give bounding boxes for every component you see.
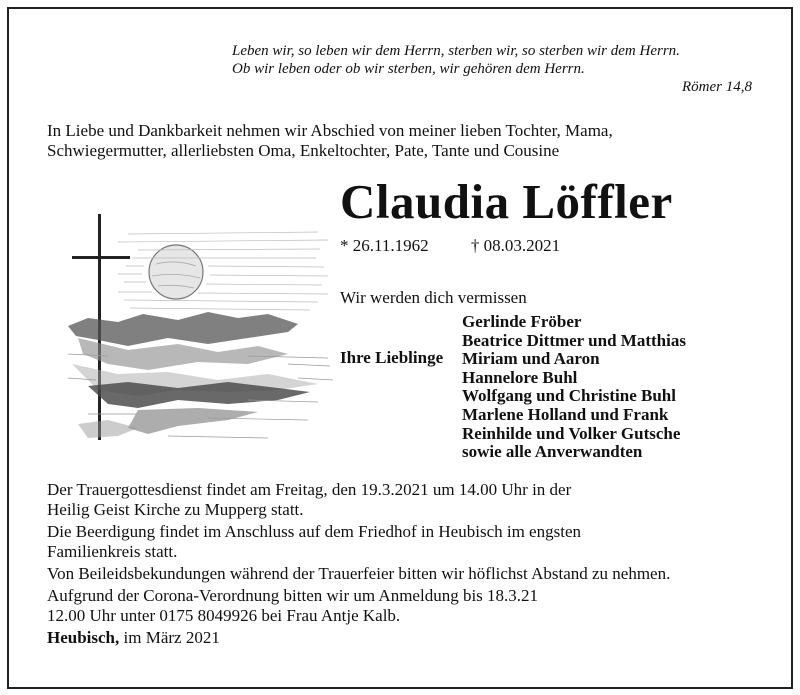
burial-info: [47, 522, 767, 562]
verse-reference: Römer 14,8: [682, 79, 752, 95]
burial-line-1: Die Beerdigung findet im Anschluss auf dem Friedhof in Heubisch im engsten: [47, 522, 581, 541]
mourner-item: Reinhilde und Volker Gutsche: [462, 423, 681, 443]
intro-line-2: Schwiegermutter, allerliebsten Oma, Enkeltochter, Pate, Tante und Cousine: [47, 141, 560, 160]
mourners-list: [462, 313, 686, 462]
service-line-1: Der Trauergottesdienst findet am Freitag, den 19.3.2021 um 14.00 Uhr in der: [47, 480, 572, 499]
corona-line-1: Aufgrund der Corona-Verordnung bitten wir um Anmeldung bis 18.3.21: [47, 586, 539, 605]
sun-icon: [149, 245, 203, 299]
deceased-name: Claudia Löffler: [340, 174, 673, 229]
miss-text: Wir werden dich vermissen: [340, 288, 527, 307]
verse-line-2: Ob wir leben oder ob wir sterben, wir gehören dem Herrn.: [232, 61, 585, 77]
mourner-item: Gerlinde Fröber: [462, 312, 582, 331]
mourner-item: Marlene Holland und Frank: [462, 404, 669, 424]
mourner-item: sowie alle Anverwandten: [462, 442, 643, 462]
verse-line-1: Leben wir, so leben wir dem Herrn, sterben wir, so sterben wir dem Herrn.: [232, 43, 680, 59]
cross-sunset-sketch: [48, 214, 340, 444]
bible-verse: [232, 42, 752, 96]
mourner-item: Miriam und Aaron: [462, 349, 600, 369]
service-info: [47, 480, 767, 520]
birth-date: * 26.11.1962: [340, 236, 429, 255]
corona-line-2: 12.00 Uhr unter 0175 8049926 bei Frau Antje Kalb.: [47, 606, 401, 625]
death-date: † 08.03.2021: [470, 236, 561, 255]
corona-info: [47, 586, 767, 626]
mourner-item: Wolfgang und Christine Buhl: [462, 386, 676, 406]
burial-line-2: Familienkreis statt.: [47, 542, 178, 561]
closing-date: im März 2021: [123, 628, 220, 647]
intro-line-1: In Liebe und Dankbarkeit nehmen wir Abschied von meiner lieben Tochter, Mama,: [47, 121, 613, 140]
closing-place: Heubisch,: [47, 628, 120, 647]
service-details: [47, 480, 767, 650]
service-line-2: Heilig Geist Kirche zu Mupperg statt.: [47, 500, 304, 519]
intro-text: [47, 121, 747, 161]
lieblinge-label: Ihre Lieblinge: [340, 348, 444, 367]
mourner-item: Hannelore Buhl: [462, 367, 578, 387]
condolence-info: Von Beileidsbekundungen während der Trauerfeier bitten wir höflichst Abstand zu nehmen.: [47, 564, 671, 583]
mourner-item: Beatrice Dittmer und Matthias: [462, 330, 686, 350]
life-dates: [340, 236, 560, 256]
closing-line: [47, 628, 767, 648]
